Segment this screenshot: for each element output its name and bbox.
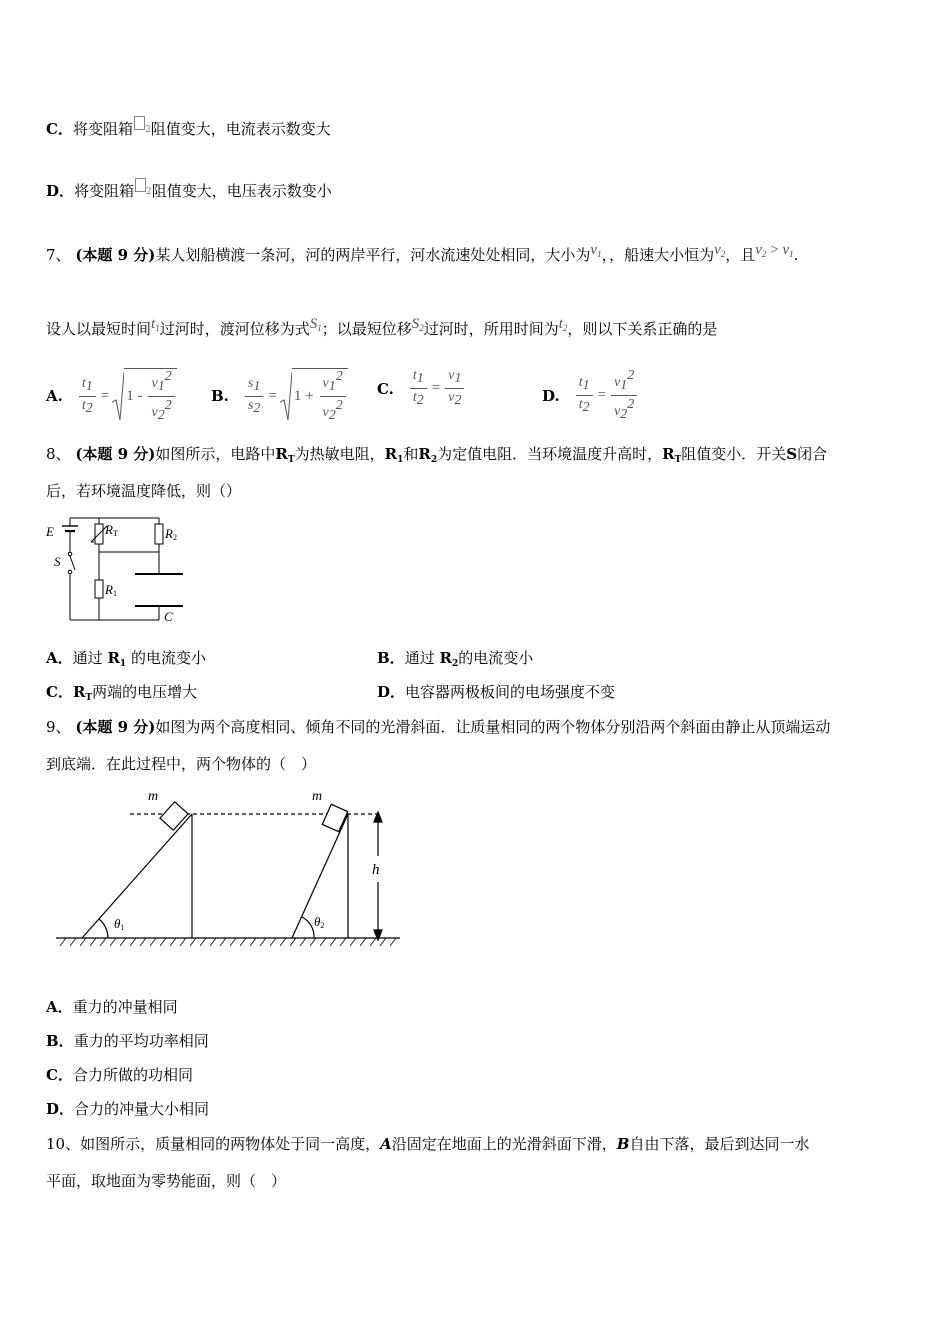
broken-glyph-icon (135, 178, 146, 192)
svg-text:RT: RT (105, 522, 118, 538)
svg-text:R2: R2 (165, 526, 177, 542)
q7-option-a: A. $\frac{t1}{t2}$ = 1 - $\frac{v12}{v22}$ (46, 368, 177, 424)
option-label: C． (46, 120, 73, 138)
circuit-diagram (44, 512, 194, 628)
q8-line1: 8、 (本题 9 分)如图所示，电路中$R_T$为热敏电阻，$R_1$和$R_2$为定值电阻．当环境温度升高时，$R_T$阻值变小．开关S闭合 (46, 445, 828, 465)
q7-option-c: C. $\frac{t1}{t2}$ = $\frac{v1}{v2}$ (377, 368, 466, 409)
svg-text:h: h (372, 862, 380, 878)
q9-option-c: C．合力所做的功相同 (46, 1066, 193, 1084)
q9-line2: 到底端．在此过程中，两个物体的（ ） (46, 755, 317, 773)
q10-line1: 10、如图所示，质量相同的两物体处于同一高度，A沿固定在地面上的光滑斜面下滑，B自由下落，最后到达同一水 (46, 1135, 810, 1153)
q7-line1: 7、 (本题 9 分)某人划船横渡一条河，河的两岸平行，河水流速处处相同，大小为$v_1$，，船速大小恒为$v_2$，且$v_2 > v_1$. (46, 242, 799, 264)
q7-line2: 设人以最短时间$t_1$过河时，渡河位移为式$S_1$；以最短位移$S_2$过河时，所用时间为$t_2$，则以下关系正确的是 (46, 316, 718, 338)
q9-option-b: B．重力的平均功率相同 (46, 1032, 209, 1050)
incline-figure (50, 782, 410, 952)
q8-option-d: D．电容器两极板间的电场强度不变 (377, 683, 616, 701)
q9-option-d: D．合力的冲量大小相同 (46, 1100, 210, 1118)
q6-option-c: C．将变阻箱 2阻值变大，电流表示数变大 (46, 116, 331, 140)
q6-option-d: D．将变阻箱 2阻值变大，电压表示数变小 (46, 178, 332, 202)
svg-text:m: m (312, 789, 323, 804)
sqrt-symbol: 1 + $\frac{v12}{v22}$ (280, 368, 348, 424)
svg-text:m: m (148, 789, 159, 804)
q8-option-b: B．通过 $R_2$的电流变小 (377, 649, 534, 669)
sqrt-symbol: 1 - $\frac{v12}{v22}$ (112, 368, 176, 424)
svg-text:E: E (46, 524, 54, 539)
q9-line1: 9、 (本题 9 分)如图为两个高度相同、倾角不同的光滑斜面．让质量相同的两个物体分别沿两个斜面由静止从顶端运动 (46, 718, 831, 736)
q7-option-d: D. $\frac{t1}{t2}$ = $\frac{v12}{v22}$ (542, 368, 639, 423)
svg-text:C: C (164, 609, 173, 624)
q8-line2: 后，若环境温度降低，则（） (46, 482, 242, 500)
svg-text:θ1: θ1 (114, 916, 125, 932)
q8-option-c: C．$R_T$两端的电压增大 (46, 683, 198, 703)
option-label: D． (46, 182, 75, 200)
svg-text:S: S (54, 554, 61, 569)
q10-line2: 平面，取地面为零势能面，则（ ） (46, 1172, 287, 1190)
broken-glyph-icon (134, 116, 145, 130)
q8-option-a: A．通过 $R_1$ 的电流变小 (46, 649, 206, 669)
svg-text:θ2: θ2 (314, 914, 325, 930)
q7-option-b: B. $\frac{s1}{s2}$ = 1 + $\frac{v12}{v22}$ (211, 368, 348, 424)
svg-text:R1: R1 (105, 582, 117, 598)
q9-option-a: A．重力的冲量相同 (46, 998, 178, 1016)
